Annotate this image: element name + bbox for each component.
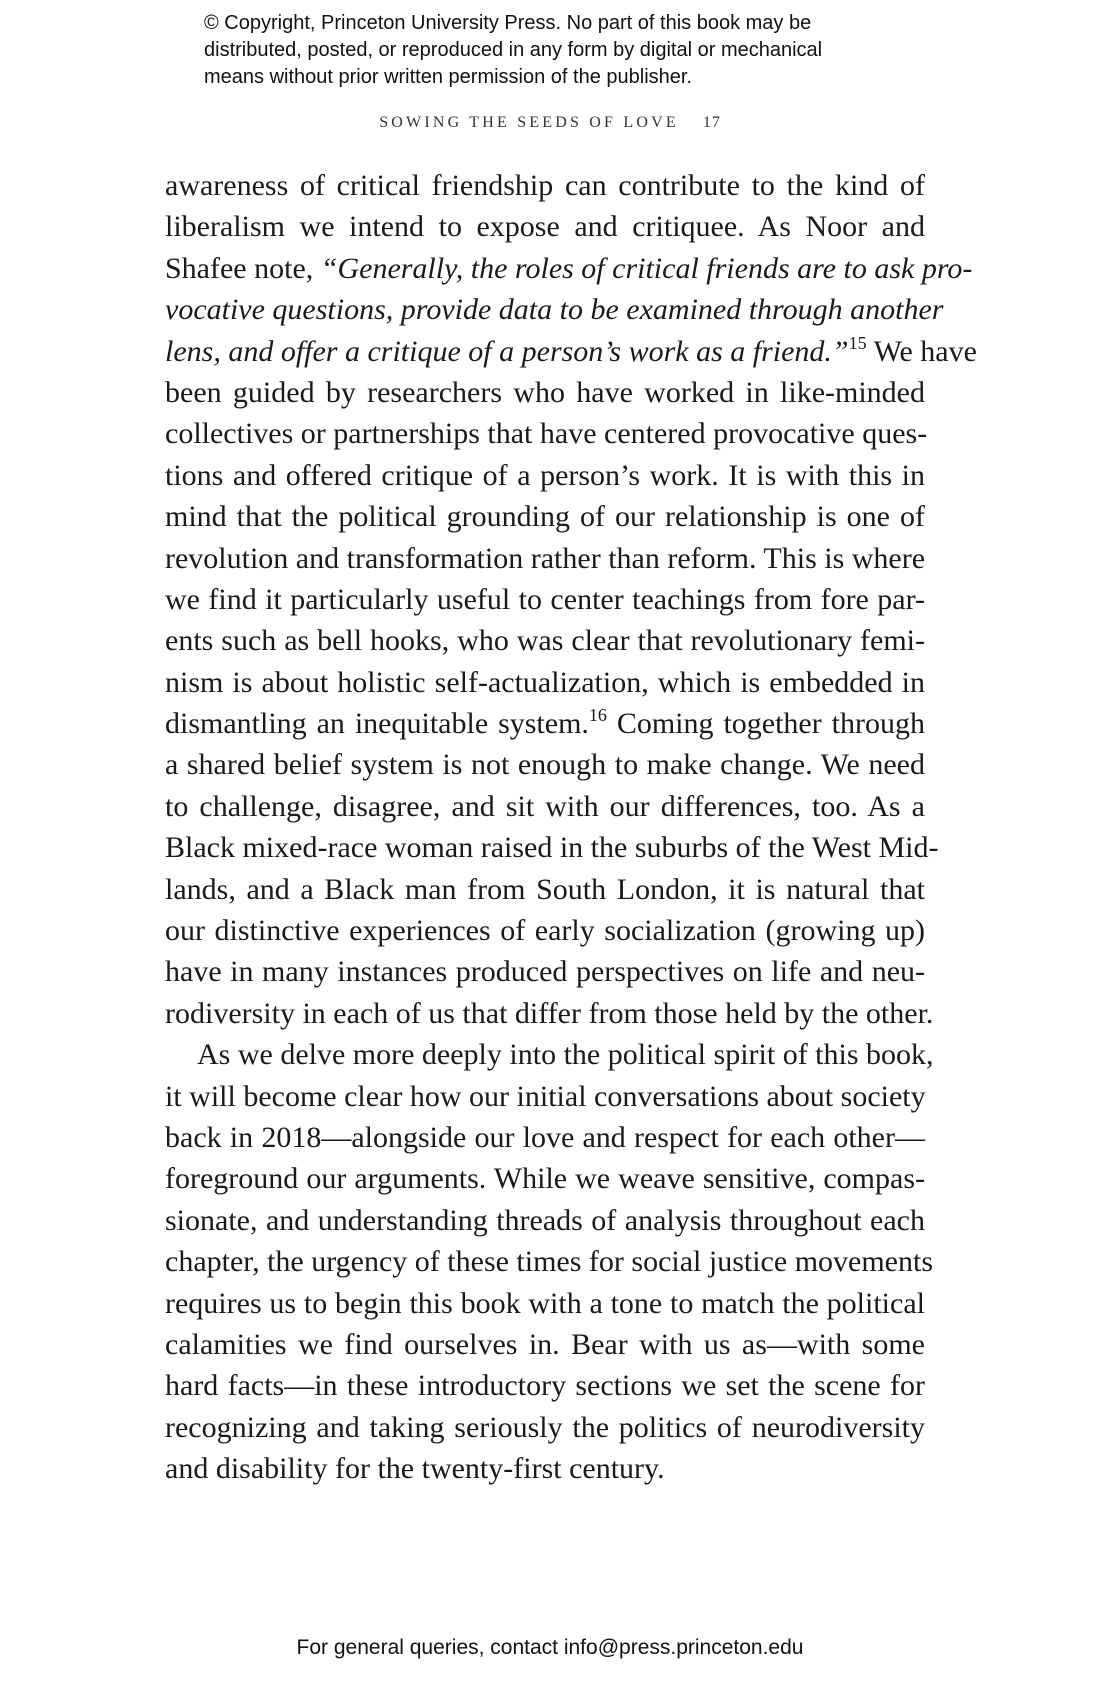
- copyright-line: distributed, posted, or reproduced in any form by digital or mechanical: [204, 39, 823, 61]
- text-line: awareness of critical friendship can contribute to the kind of: [165, 169, 925, 202]
- text-line: calamities we find ourselves in. Bear with us as—with some: [165, 1327, 925, 1361]
- text-line: [165, 248, 973, 289]
- text-line: chapter, the urgency of these times for social justice movements: [165, 1245, 934, 1279]
- text-line: revolution and transformation rather than reform. This is where: [165, 541, 926, 575]
- text-line: have in many instances produced perspectives on life and neu-: [165, 955, 925, 989]
- quotation-italic: lens, and offer a critique of a person’s work as a friend.”: [165, 334, 849, 368]
- text-run: Coming together through: [606, 707, 925, 741]
- text-line: we find it particularly useful to center teachings from fore par-: [165, 582, 925, 616]
- text-line: foreground our arguments. While we weave sensitive, compas-: [165, 1162, 925, 1196]
- copyright-line: means without prior written permission of the publisher.: [204, 66, 693, 88]
- text-line: sionate, and understanding threads of analysis throughout each: [165, 1203, 925, 1237]
- text-run: Shafee note,: [165, 251, 321, 285]
- text-line: been guided by researchers who have worked in like-minded: [165, 375, 925, 409]
- footnote-ref-15[interactable]: 15: [848, 332, 867, 353]
- text-line: rodiversity in each of us that differ from those held by the other.: [165, 996, 934, 1030]
- text-line: it will become clear how our initial conversations about society: [165, 1079, 926, 1113]
- footnote-ref-16[interactable]: 16: [588, 705, 607, 726]
- contact-footer: For general queries, contact info@press.princeton.edu: [296, 1636, 804, 1659]
- text-line: nism is about holistic self-actualization, which is embedded in: [165, 665, 925, 699]
- text-line: requires us to begin this book with a tone to match the political: [165, 1286, 925, 1320]
- text-line: Black mixed-race woman raised in the suburbs of the West Mid-: [165, 831, 939, 865]
- text-line: back in 2018—alongside our love and respect for each other—: [165, 1120, 925, 1154]
- text-line: collectives or partnerships that have centered provocative ques-: [165, 417, 928, 451]
- body-text: [165, 165, 977, 1490]
- text-line: recognizing and taking seriously the politics of neurodiversity: [165, 1410, 925, 1444]
- quotation-line: vocative questions, provide data to be examined through another: [165, 293, 944, 327]
- text-line: and disability for the twenty-first century.: [165, 1452, 665, 1486]
- paragraph-start-line: As we delve more deeply into the political spirit of this book,: [197, 1038, 934, 1072]
- text-run: dismantling an inequitable system.: [165, 707, 589, 741]
- text-line: a shared belief system is not enough to make change. We need: [165, 748, 925, 782]
- text-run: We have: [866, 334, 977, 368]
- quotation-italic: “Generally, the roles of critical friends are to ask pro-: [320, 251, 973, 285]
- copyright-notice: [204, 10, 964, 91]
- running-head-title: SOWING THE SEEDS OF LOVE: [379, 114, 679, 131]
- text-line: lands, and a Black man from South London, it is natural that: [165, 872, 925, 906]
- running-head: [0, 114, 1100, 132]
- text-line: to challenge, disagree, and sit with our differences, too. As a: [165, 789, 925, 823]
- text-line: [165, 331, 977, 372]
- text-line: mind that the political grounding of our relationship is one of: [165, 500, 925, 534]
- page-number: 17: [702, 114, 721, 131]
- copyright-line: © Copyright, Princeton University Press. No part of this book may be: [204, 12, 812, 34]
- text-line: hard facts—in these introductory sections we set the scene for: [165, 1369, 925, 1403]
- text-line: our distinctive experiences of early socialization (growing up): [165, 914, 925, 948]
- text-line: ents such as bell hooks, who was clear that revolutionary femi-: [165, 624, 925, 658]
- text-line: [165, 703, 925, 744]
- text-line: tions and offered critique of a person’s work. It is with this in: [165, 458, 925, 492]
- text-line: liberalism we intend to expose and critiquee. As Noor and: [165, 210, 925, 244]
